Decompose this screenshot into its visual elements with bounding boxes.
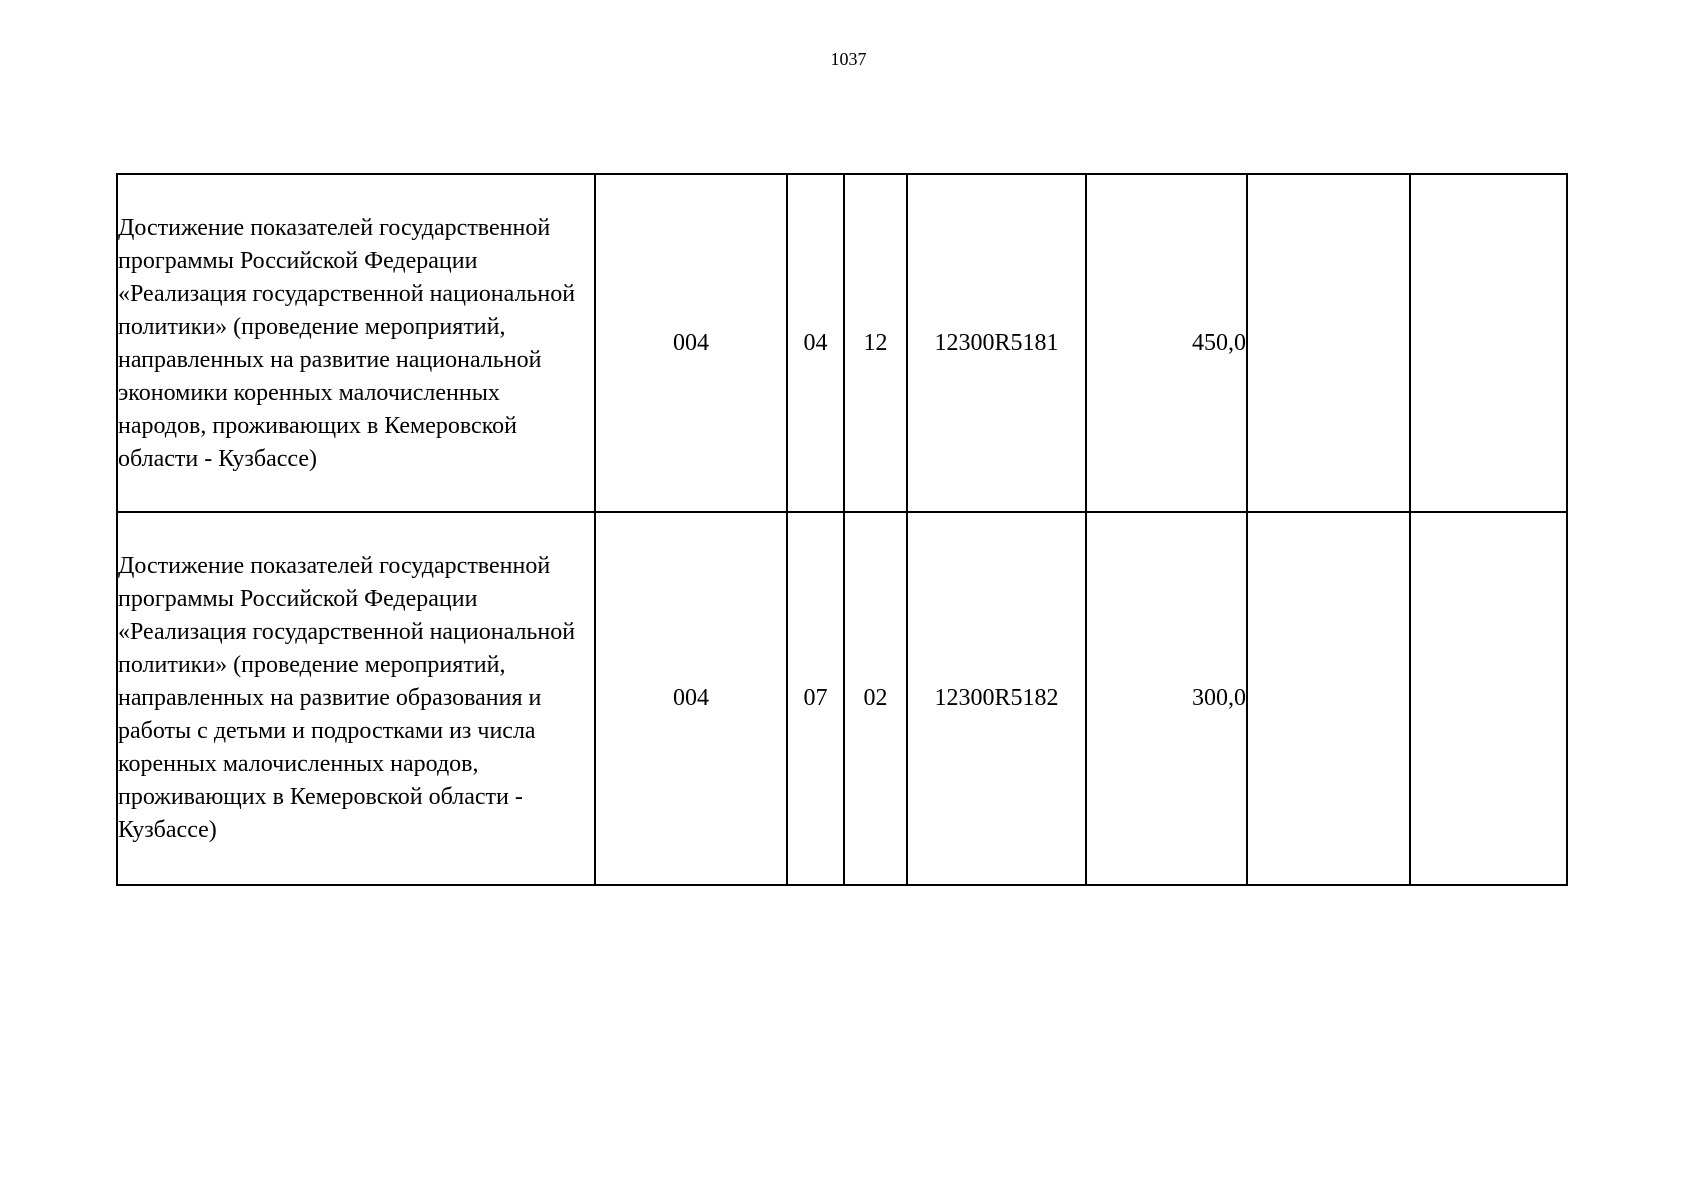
subsection-cell: 12 <box>844 174 907 512</box>
target-article-cell: 12300R5181 <box>907 174 1086 512</box>
row-name-cell: Достижение показателей государственной программы Российской Федерации «Реализация государственной национальной политики» (проведение мероприятий, направленных на развитие образования и работы с детьми и подростками из числа коренных малочисленных народов, проживающих в Кемеровской области - Кузбассе) <box>117 512 595 885</box>
ministry-code-cell: 004 <box>595 174 787 512</box>
empty-cell-8 <box>1410 512 1567 885</box>
empty-cell-7 <box>1247 174 1410 512</box>
empty-cell-7 <box>1247 512 1410 885</box>
table-row <box>117 174 1567 512</box>
row-name-cell: Достижение показателей государственной программы Российской Федерации «Реализация государственной национальной политики» (проведение мероприятий, направленных на развитие национальной экономики коренных малочисленных народов, проживающих в Кемеровской области - Кузбассе) <box>117 174 595 512</box>
page-number: 1037 <box>830 49 867 69</box>
empty-cell-8 <box>1410 174 1567 512</box>
section-cell: 04 <box>787 174 844 512</box>
table-row <box>117 512 1567 885</box>
ministry-code-cell: 004 <box>595 512 787 885</box>
section-cell: 07 <box>787 512 844 885</box>
budget-table <box>116 173 1568 886</box>
subsection-cell: 02 <box>844 512 907 885</box>
target-article-cell: 12300R5182 <box>907 512 1086 885</box>
amount-cell: 450,0 <box>1086 174 1247 512</box>
amount-cell: 300,0 <box>1086 512 1247 885</box>
